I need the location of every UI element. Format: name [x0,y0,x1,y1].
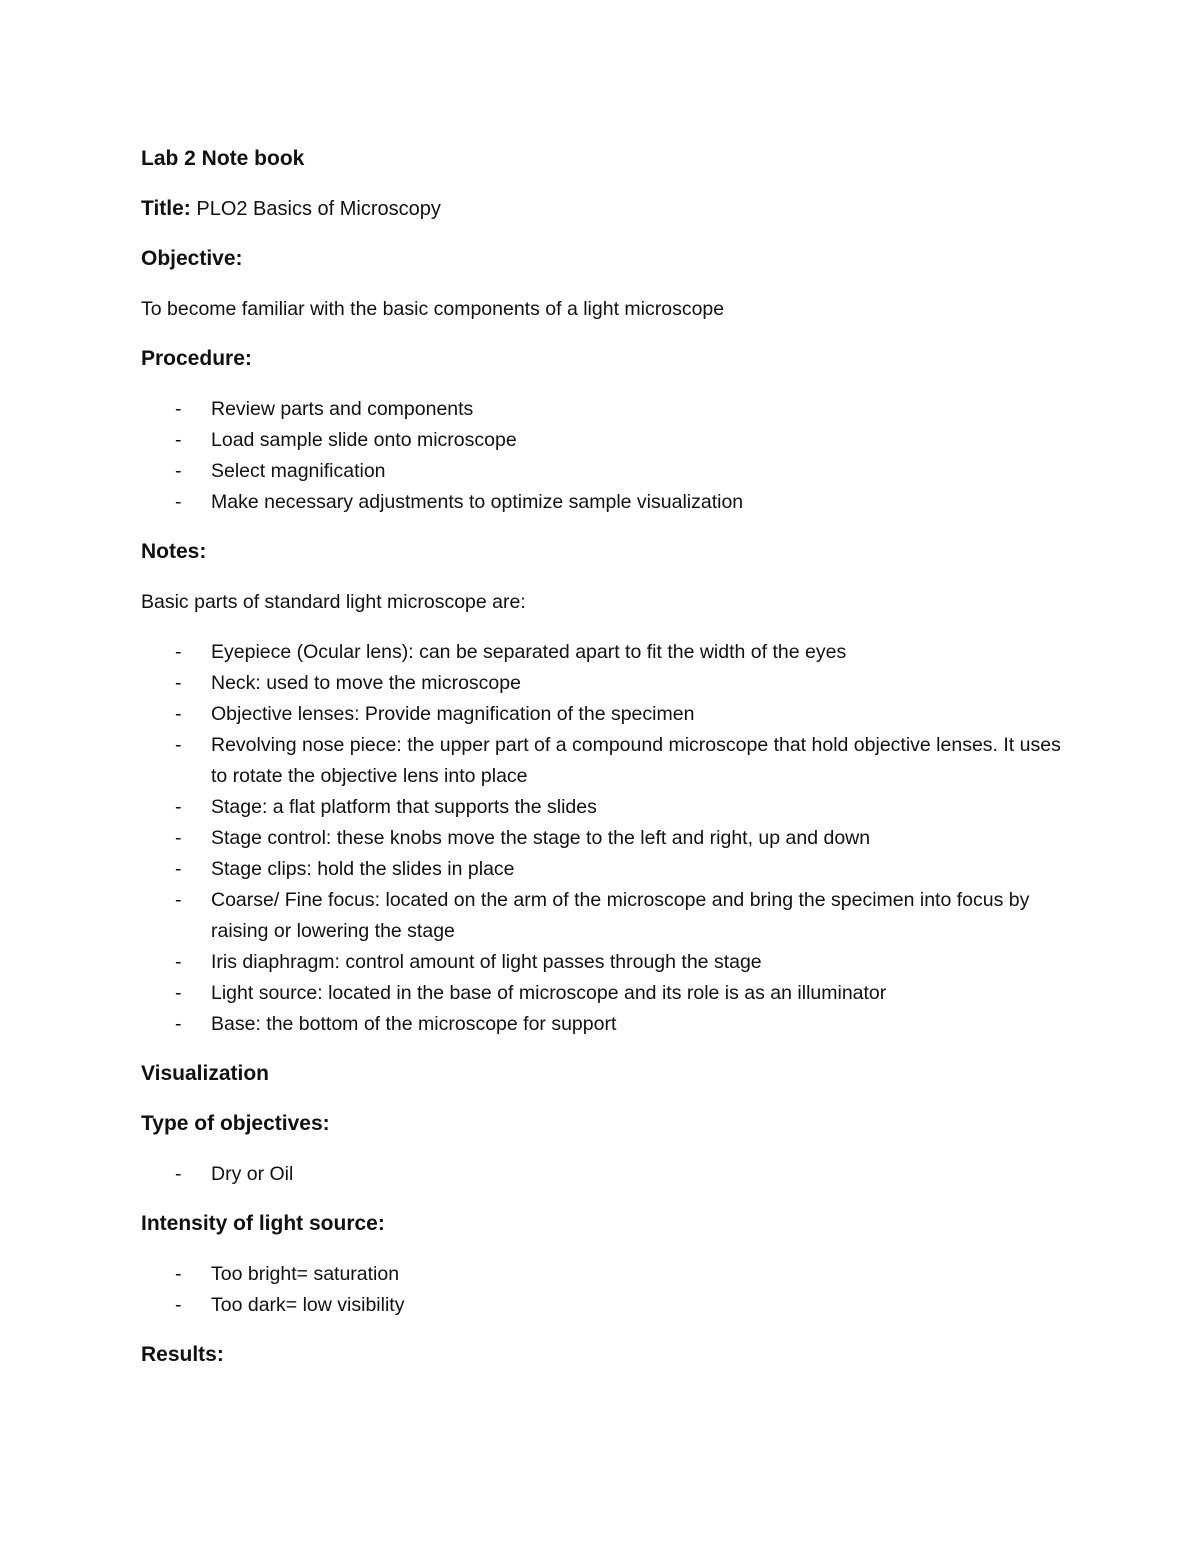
list-item: - Load sample slide onto microscope [141,425,1061,456]
list-item: - Stage control: these knobs move the stage to the left and right, up and down [141,823,1061,854]
list-item: - Review parts and components [141,394,1061,425]
bullet-dash: - [175,1294,182,1316]
title-line [141,194,1061,224]
procedure-list [141,394,1061,518]
list-item: - Coarse/ Fine focus: located on the arm of the microscope and bring the specimen into focus by raising or lowering the stage [141,885,1061,947]
bullet-dash: - [175,672,182,694]
bullet-dash: - [175,827,182,849]
list-item: - Base: the bottom of the microscope for support [141,1009,1061,1040]
notes-heading: Notes: [141,540,207,563]
bullet-dash: - [175,491,182,513]
bullet-dash: - [175,429,182,451]
list-item: - Stage clips: hold the slides in place [141,854,1061,885]
objective-types-heading: Type of objectives: [141,1112,330,1135]
list-item: - Too dark= low visibility [141,1290,1061,1321]
procedure-heading: Procedure: [141,347,252,370]
objective-heading: Objective: [141,247,243,270]
bullet-dash: - [175,1263,182,1285]
bullet-dash: - [175,982,182,1004]
bullet-dash: - [175,1163,182,1185]
list-item: - Eyepiece (Ocular lens): can be separated apart to fit the width of the eyes [141,637,1061,668]
list-item: - Stage: a flat platform that supports the slides [141,792,1061,823]
bullet-dash: - [175,1013,182,1035]
light-intensity-heading: Intensity of light source: [141,1212,385,1235]
bullet-dash: - [175,889,182,911]
bullet-dash: - [175,734,182,756]
list-item: - Light source: located in the base of microscope and its role is as an illuminator [141,978,1061,1009]
results-heading: Results: [141,1343,224,1366]
light-intensity-list [141,1259,1061,1321]
notes-list [141,637,1061,1040]
list-item: - Revolving nose piece: the upper part of a compound microscope that hold objective lenses. It uses to rotate the objective lens into place [141,730,1061,792]
bullet-dash: - [175,398,182,420]
list-item: - Objective lenses: Provide magnification of the specimen [141,699,1061,730]
objective-text: To become familiar with the basic components of a light microscope [141,298,725,320]
notes-intro: Basic parts of standard light microscope are: [141,591,526,613]
list-item: - Select magnification [141,456,1061,487]
title-label: Title: [141,197,191,220]
document-title: Lab 2 Note book [141,147,305,170]
list-item: - Too bright= saturation [141,1259,1061,1290]
title-value: PLO2 Basics of Microscopy [196,198,441,220]
bullet-dash: - [175,641,182,663]
list-item: - Make necessary adjustments to optimize sample visualization [141,487,1061,518]
bullet-dash: - [175,951,182,973]
objective-types-list [141,1159,1061,1190]
list-item: - Neck: used to move the microscope [141,668,1061,699]
bullet-dash: - [175,858,182,880]
bullet-dash: - [175,796,182,818]
list-item: - Dry or Oil [141,1159,1061,1190]
document-body [141,143,1061,1390]
visualization-heading: Visualization [141,1062,269,1085]
list-item: - Iris diaphragm: control amount of light passes through the stage [141,947,1061,978]
bullet-dash: - [175,703,182,725]
bullet-dash: - [175,460,182,482]
